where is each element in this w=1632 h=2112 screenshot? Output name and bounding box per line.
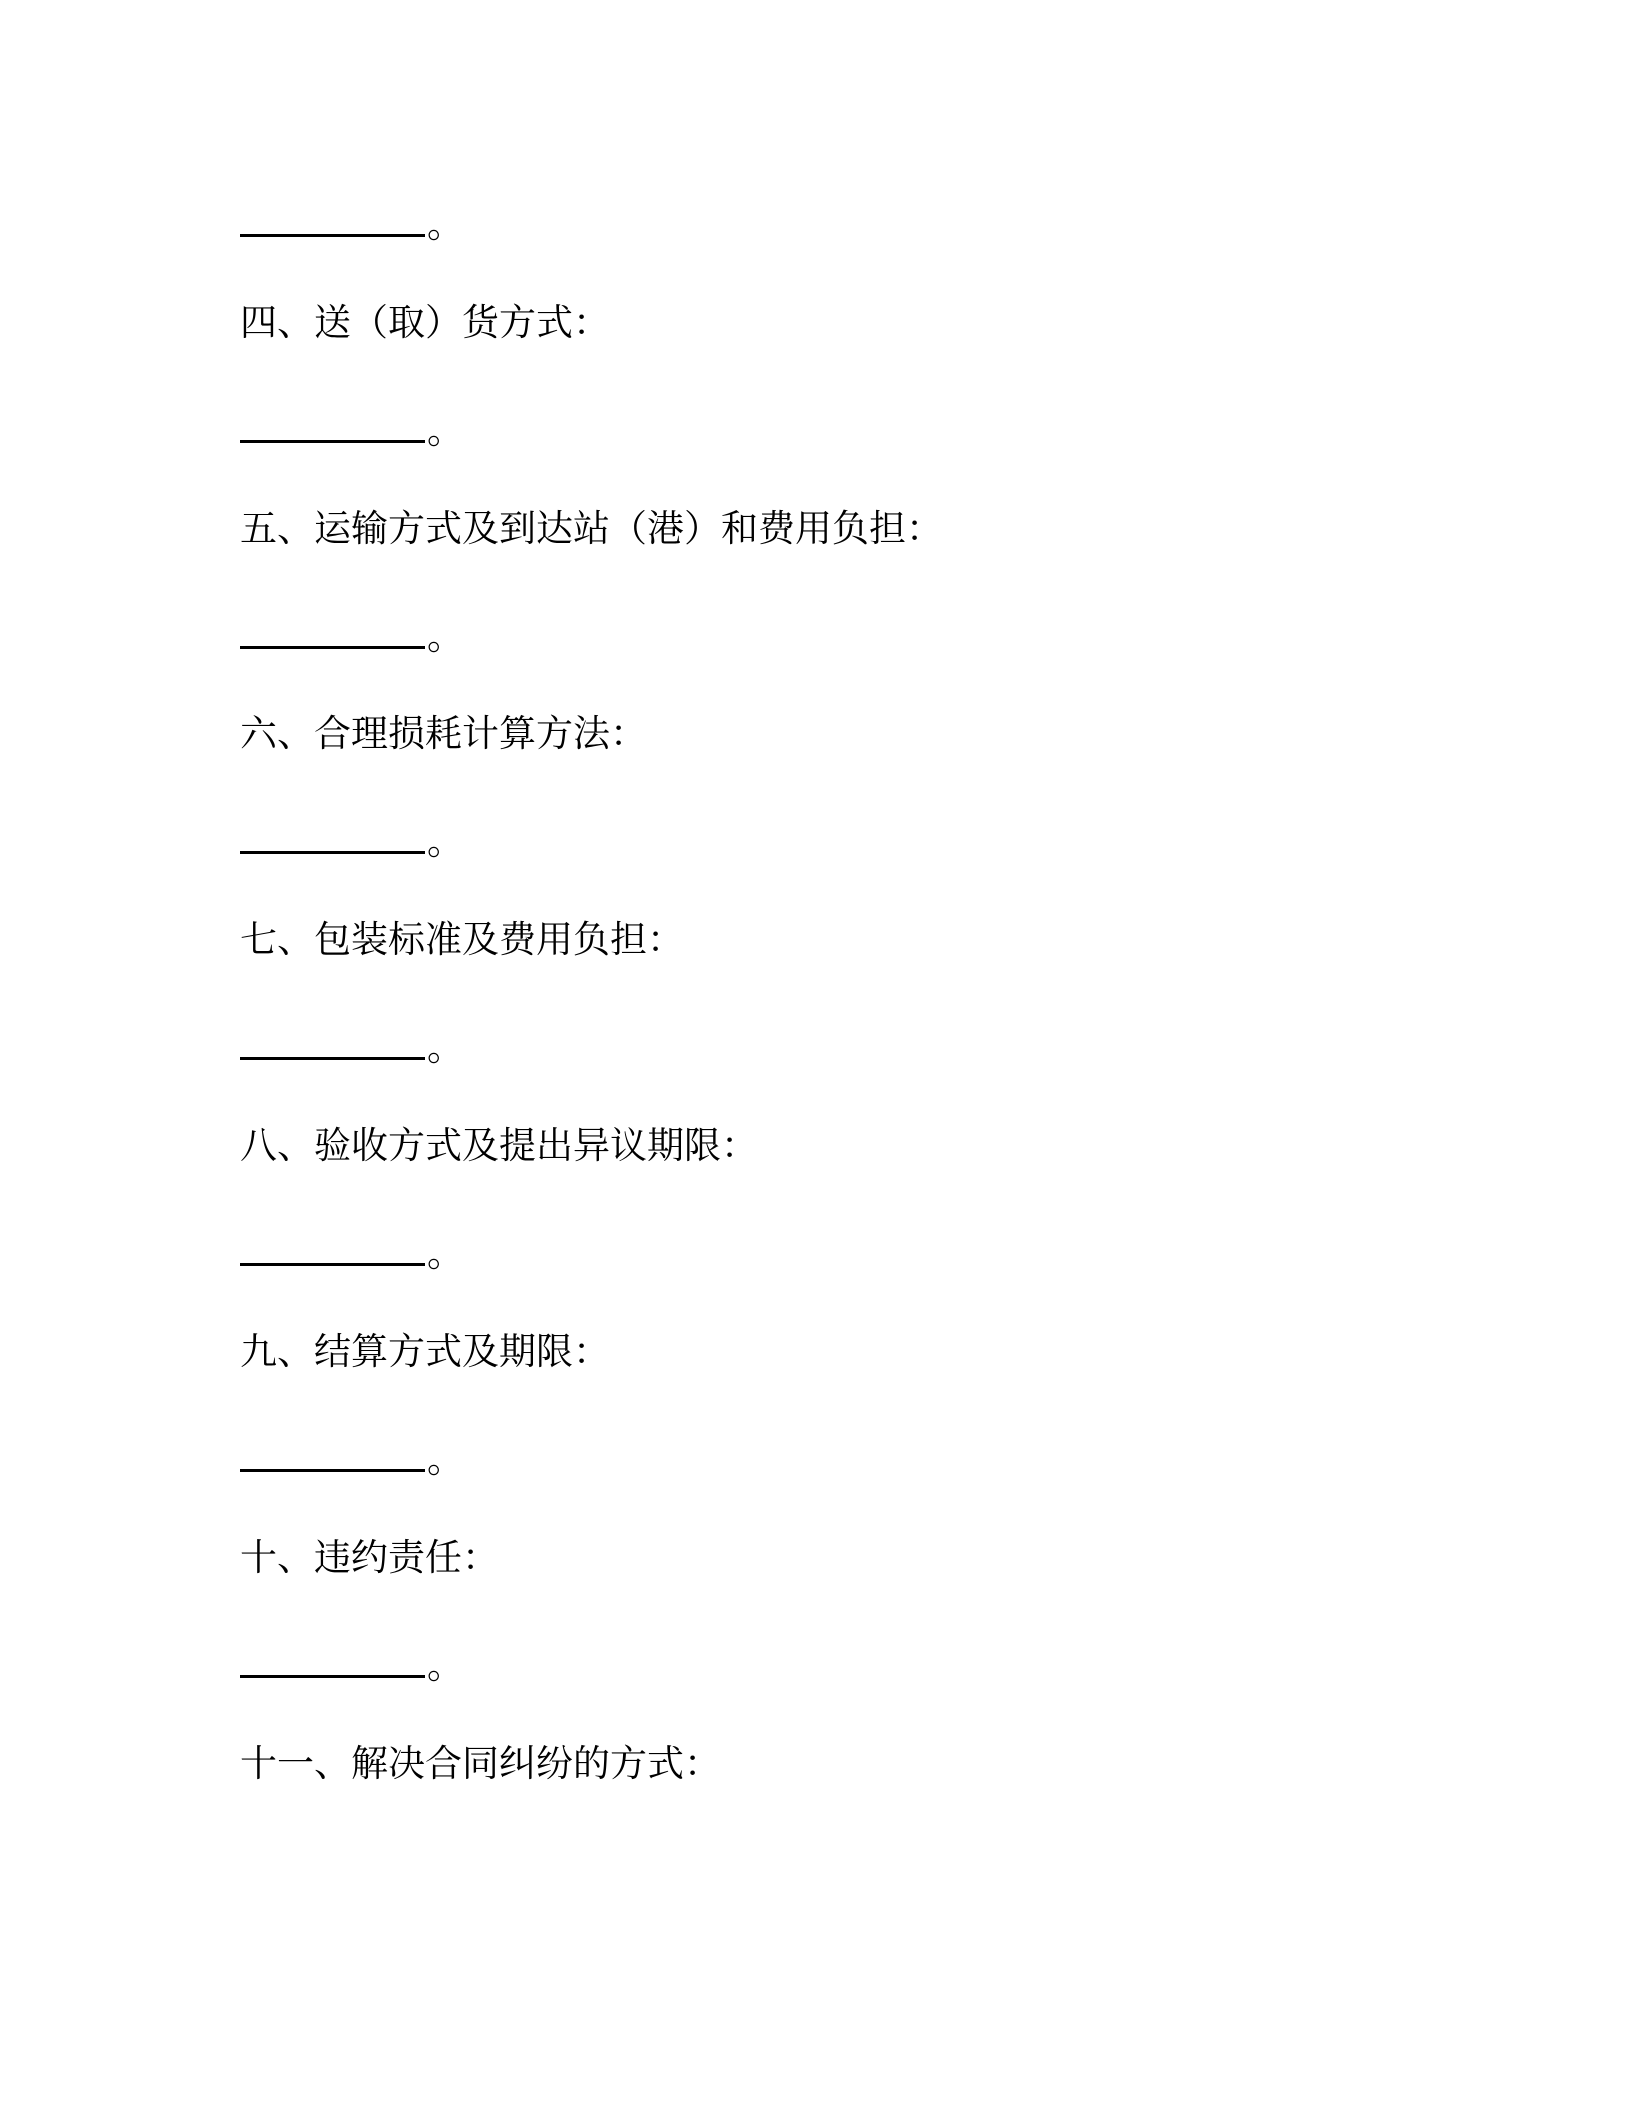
- blank-field-line: [240, 1229, 464, 1279]
- fill-in-blank: [240, 1645, 425, 1678]
- clause-heading-delivery-method: 四、送（取）货方式：: [240, 301, 610, 344]
- period-mark: 。: [427, 409, 464, 452]
- fill-in-blank: [240, 1233, 425, 1266]
- period-mark: 。: [427, 1232, 464, 1275]
- fill-in-blank: [240, 821, 425, 854]
- fill-in-blank: [240, 616, 425, 649]
- period-mark: 。: [427, 615, 464, 658]
- blank-field-line: [240, 612, 464, 662]
- blank-field-line: [240, 1641, 464, 1691]
- clause-heading-settlement: 九、结算方式及期限：: [240, 1330, 610, 1373]
- blank-field-line: [240, 1435, 464, 1485]
- period-mark: 。: [427, 820, 464, 863]
- blank-field-line: [240, 1023, 464, 1073]
- blank-field-line: [240, 817, 464, 867]
- period-mark: 。: [427, 1438, 464, 1481]
- clause-heading-dispute-resolution: 十一、解决合同纠纷的方式：: [240, 1742, 721, 1785]
- period-mark: 。: [427, 203, 464, 246]
- fill-in-blank: [240, 410, 425, 443]
- fill-in-blank: [240, 204, 425, 237]
- fill-in-blank: [240, 1027, 425, 1060]
- period-mark: 。: [427, 1026, 464, 1069]
- clause-heading-liability: 十、违约责任：: [240, 1536, 499, 1579]
- clause-heading-transport: 五、运输方式及到达站（港）和费用负担：: [240, 507, 943, 550]
- blank-field-line: [240, 406, 464, 456]
- clause-heading-loss-calculation: 六、合理损耗计算方法：: [240, 712, 647, 755]
- period-mark: 。: [427, 1644, 464, 1687]
- blank-field-line: [240, 200, 464, 250]
- clause-heading-packaging: 七、包装标准及费用负担：: [240, 918, 684, 961]
- clause-heading-acceptance: 八、验收方式及提出异议期限：: [240, 1124, 758, 1167]
- fill-in-blank: [240, 1439, 425, 1472]
